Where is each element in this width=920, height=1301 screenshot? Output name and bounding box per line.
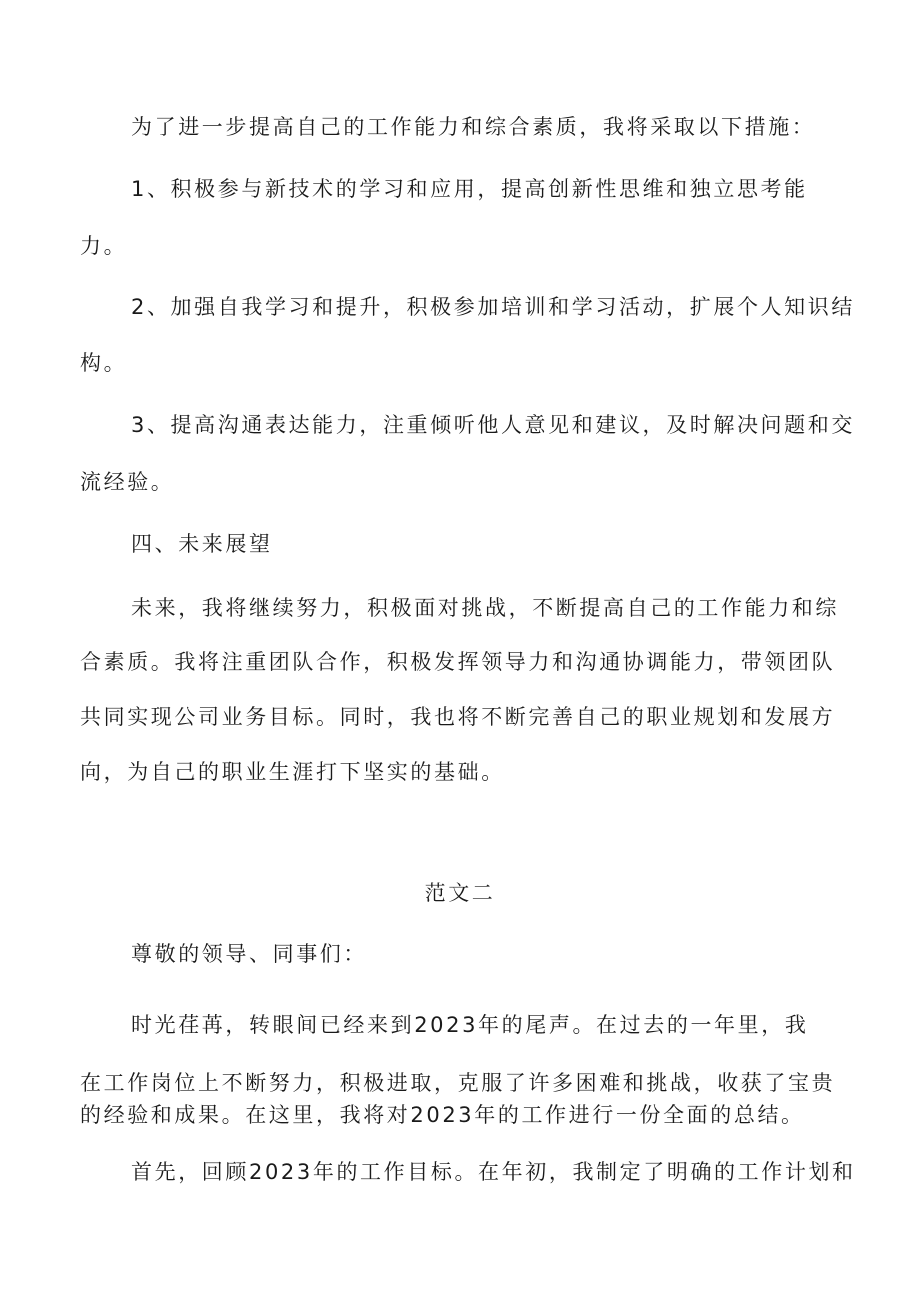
opening-paragraph-line-2: 在工作岗位上不断努力，积极进取，克服了许多困难和挑战，收获了宝贵 [80, 1071, 836, 1095]
future-paragraph-line-1: 未来，我将继续努力，积极面对挑战，不断提高自己的工作能力和综 [131, 596, 839, 620]
measure-1-line-2: 力。 [80, 234, 128, 258]
future-paragraph-line-3: 共同实现公司业务目标。同时，我也将不断完善自己的职业规划和发展方 [80, 705, 836, 729]
measure-3-line-1: 3、提高沟通表达能力，注重倾听他人意见和建议，及时解决问题和交 [131, 413, 855, 437]
greeting: 尊敬的领导、同事们： [131, 942, 367, 966]
measure-2-line-1: 2、加强自我学习和提升，积极参加培训和学习活动，扩展个人知识结 [131, 295, 855, 319]
opening-paragraph-line-3: 的经验和成果。在这里，我将对2023年的工作进行一份全面的总结。 [80, 1103, 805, 1127]
future-paragraph-line-2: 合素质。我将注重团队合作，积极发挥领导力和沟通协调能力，带领团队 [80, 650, 836, 674]
goals-paragraph-line-1: 首先，回顾2023年的工作目标。在年初，我制定了明确的工作计划和 [131, 1160, 856, 1184]
opening-paragraph-line-1: 时光荏苒，转眼间已经来到2023年的尾声。在过去的一年里，我 [131, 1013, 809, 1037]
section-four-heading: 四、未来展望 [131, 532, 273, 556]
future-paragraph-line-4: 向，为自己的职业生涯打下坚实的基础。 [80, 760, 505, 784]
sample-two-title: 范文二 [424, 881, 496, 905]
measure-1-line-1: 1、积极参与新技术的学习和应用，提高创新性思维和独立思考能 [131, 177, 808, 201]
intro-measures-text: 为了进一步提高自己的工作能力和综合素质，我将采取以下措施： [131, 115, 816, 139]
measure-3-line-2: 流经验。 [80, 470, 175, 494]
measure-2-line-2: 构。 [80, 351, 128, 375]
